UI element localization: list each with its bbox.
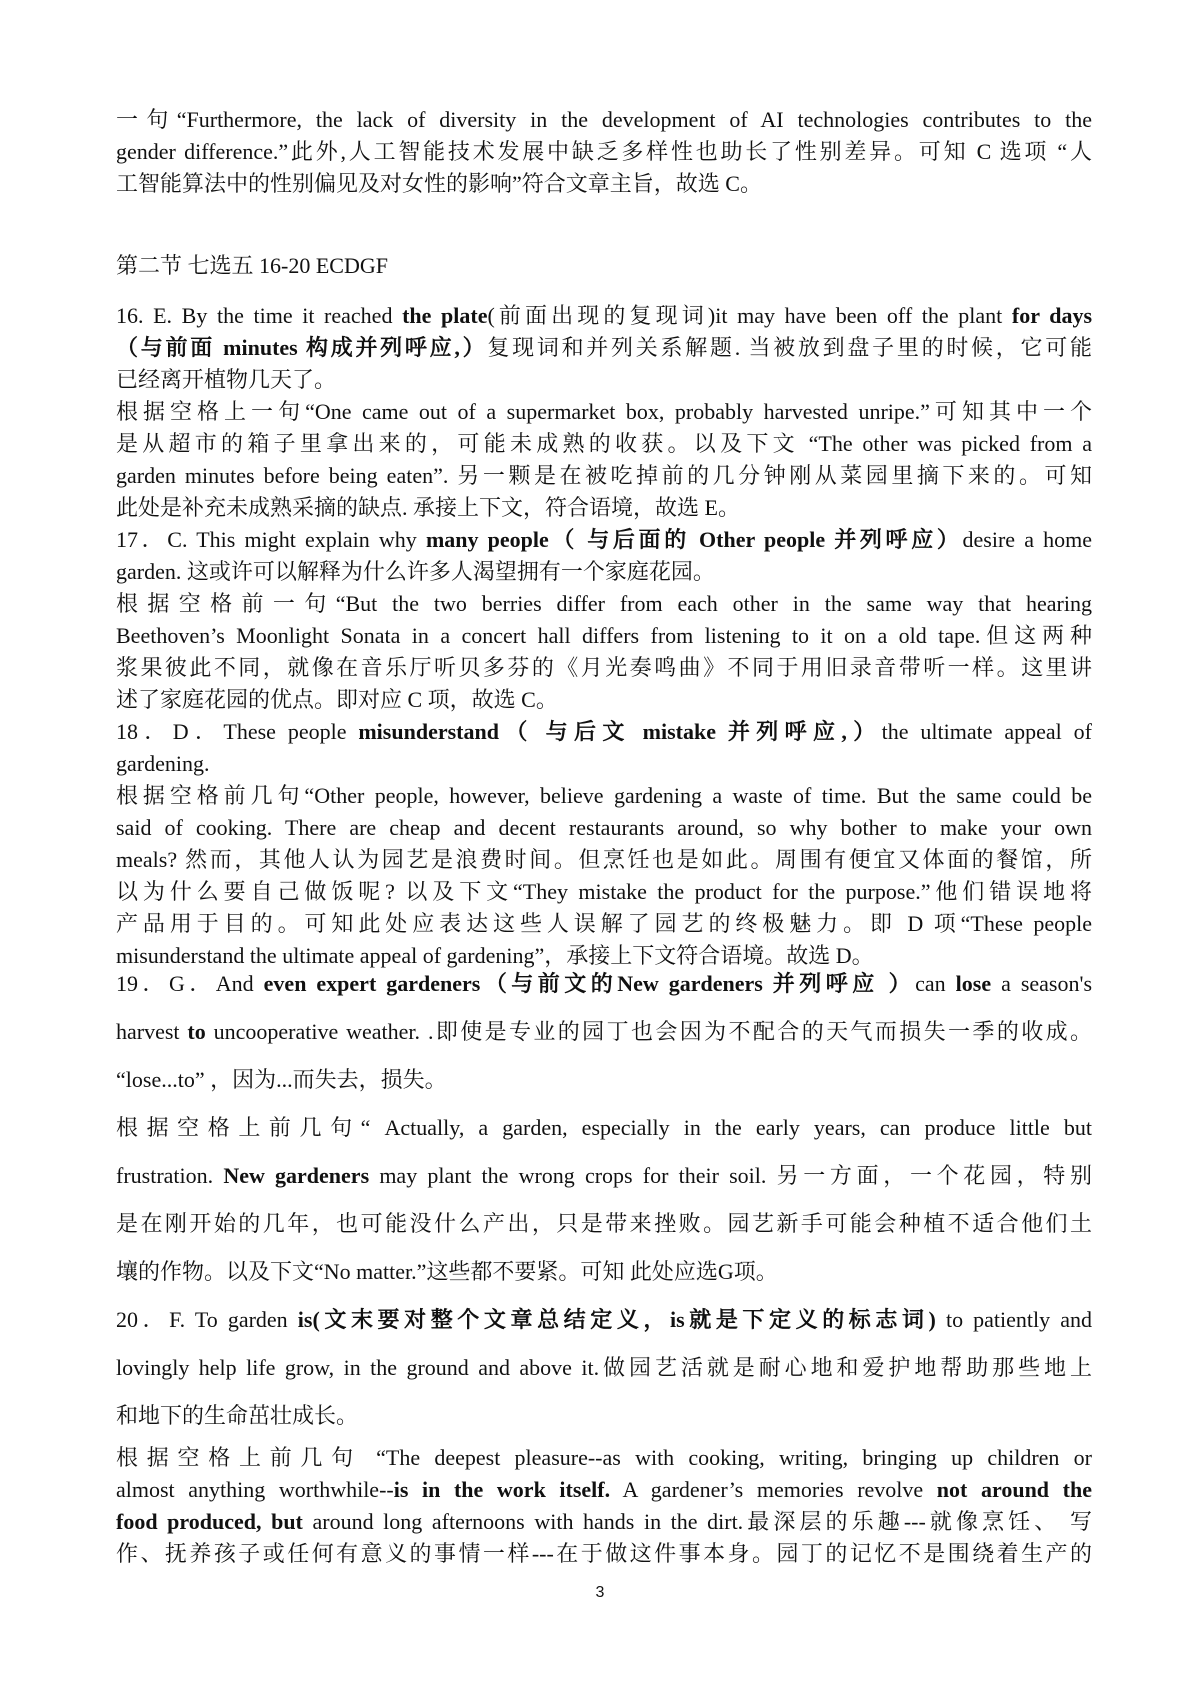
intro-paragraph: [116, 104, 1092, 200]
text: around long afternoons with hands in the dirt.最深层的乐趣---就像烹饪、 写: [302, 1509, 1092, 1534]
answer-19-line: 壤的作物。以及下文“No matter.”这些都不要紧。可知 此处应选G项。: [116, 1259, 778, 1284]
section-heading-text: 第二节 七选五 16-20 ECDGF: [116, 253, 388, 278]
text: a season's: [991, 971, 1092, 996]
answer-18-line: said of cooking. There are cheap and decent restaurants around, so why bother to make your own: [116, 815, 1092, 840]
answer-20-line: lovingly help life grow, in the ground and above it.做园艺活就是耐心地和爱护地帮助那些地上: [116, 1355, 1092, 1380]
text: may plant the wrong crops for their soil. 另一方面，一个花园，特别: [369, 1163, 1092, 1188]
key-phrase: lose: [955, 971, 992, 996]
answer-20-line: [116, 1506, 1092, 1538]
answer-19: [116, 960, 1092, 1296]
answer-18-line: 以为什么要自己做饭呢? 以及下文“They mistake the product for the purpose.”他们错误地将: [116, 879, 1092, 904]
text: frustration.: [116, 1163, 224, 1188]
answer-19-line: 是在刚开始的几年，也可能没什么产出，只是带来挫败。园艺新手可能会种植不适合他们土: [116, 1211, 1092, 1236]
answer-18-line: misunderstand the ultimate appeal of gardening”，承接上下文符合语境。故选 D。: [116, 943, 874, 968]
key-phrase: to: [187, 1019, 206, 1044]
answer-17: [116, 524, 1092, 716]
key-phrase: food produced, but: [116, 1509, 303, 1534]
answer-16-line: 此处是补充未成熟采摘的缺点. 承接上下文，符合语境，故选 E。: [116, 495, 740, 520]
answer-16-line: 是从超市的箱子里拿出来的，可能未成熟的收获。以及下文 “The other was picked from a: [116, 431, 1092, 456]
intro-line: gender difference.”此外,人工智能技术发展中缺乏多样性也助长了性别差异。可知 C 选项 “人: [116, 139, 1092, 164]
answer-17-line: 根据空格前一句“But the two berries differ from each other in the same way that hearing: [116, 591, 1092, 616]
key-phrase: even expert gardeners（与前文的New gardeners 并列呼应 ）: [263, 971, 916, 996]
answer-20: [116, 1296, 1092, 1440]
answer-16-line: [116, 300, 1092, 332]
answer-18: [116, 716, 1092, 972]
answer-17-line: 述了家庭花园的优点。即对应 C 项，故选 C。: [116, 687, 558, 712]
key-phrase: is in the work itself.: [393, 1477, 611, 1502]
answer-20-line: 和地下的生命茁壮成长。: [116, 1403, 359, 1428]
text: (前面出现的复现词)it may have been off the plant: [487, 303, 1012, 328]
answer-17-line: Beethoven’s Moonlight Sonata in a concert hall differs from listening to it on a old tape.但这两种: [116, 623, 1092, 648]
answer-20-line: [116, 1474, 1092, 1506]
text: 19．G．And: [116, 971, 264, 996]
text: can: [915, 971, 956, 996]
key-phrase: misunderstand（ 与后文 mistake 并列呼应,）: [358, 719, 882, 744]
answer-16: [116, 300, 1092, 524]
answer-19-line: “lose...to” ，因为...而失去，损失。: [116, 1067, 447, 1092]
key-phrase: not around the: [936, 1477, 1092, 1502]
key-phrase: for days: [1011, 303, 1092, 328]
answer-16-line: garden minutes before being eaten”. 另一颗是在被吃掉前的几分钟刚从菜园里摘下来的。可知: [116, 463, 1092, 488]
answer-18-line: gardening.: [116, 751, 210, 776]
key-phrase: many people（ 与后面的 Other people 并列呼应）: [425, 527, 963, 552]
text: 16. E. By the time it reached: [116, 303, 403, 328]
answer-16-line: [116, 332, 1092, 364]
answer-19-line: [116, 1152, 1092, 1200]
answer-17-line: [116, 524, 1092, 556]
answer-17-line: garden. 这或许可以解释为什么许多人渴望拥有一个家庭花园。: [116, 559, 715, 584]
answer-18-line: meals? 然而，其他人认为园艺是浪费时间。但烹饪也是如此。周围有便宜又体面的餐馆，所: [116, 847, 1092, 872]
text: almost anything worthwhile--: [116, 1477, 394, 1502]
text: 20．F. To garden: [116, 1307, 298, 1332]
answer-19-line: [116, 960, 1092, 1008]
page-number: 3: [595, 1584, 605, 1601]
answer-18-line: 产品用于目的。可知此处应表达这些人误解了园艺的终极魅力。即 D 项“These people: [116, 911, 1092, 936]
answer-20-line: [116, 1296, 1092, 1344]
key-phrase: New gardeners: [223, 1163, 370, 1188]
answer-17-line: 浆果彼此不同，就像在音乐厅听贝多芬的《月光奏鸣曲》不同于用旧录音带听一样。这里讲: [116, 655, 1092, 680]
text: 17．C. This might explain why: [116, 527, 426, 552]
text: 18．D．These people: [116, 719, 359, 744]
answer-20-line: 作、抚养孩子或任何有意义的事情一样---在于做这件事本身。园丁的记忆不是围绕着生产的: [116, 1541, 1092, 1566]
intro-line: 工智能算法中的性别偏见及对女性的影响”符合文章主旨，故选 C。: [116, 171, 762, 196]
answer-20-explanation: [116, 1442, 1092, 1570]
section-heading: [116, 250, 1092, 282]
text: desire a home: [962, 527, 1092, 552]
answer-16-line: 根据空格上一句“One came out of a supermarket box, probably harvested unripe.”可知其中一个: [116, 399, 1092, 424]
intro-line: 一句“Furthermore, the lack of diversity in the development of AI technologies contributes to the: [116, 107, 1092, 132]
answer-18-line: 根据空格前几句“Other people, however, believe gardening a waste of time. But the same could be: [116, 783, 1092, 808]
answer-19-line: [116, 1008, 1092, 1056]
key-phrase: is(文末要对整个文章总结定义，is就是下定义的标志词): [297, 1307, 936, 1332]
answer-16-line: 已经离开植物几天了。: [116, 367, 337, 392]
key-phrase: （与前面 minutes 构成并列呼应,）: [116, 335, 488, 360]
answer-20-line: 根据空格上前几句 “The deepest pleasure--as with cooking, writing, bringing up children or: [116, 1445, 1092, 1470]
answer-19-line: 根据空格上前几句“ Actually, a garden, especially in the early years, can produce little but: [116, 1115, 1092, 1140]
answer-18-line: [116, 716, 1092, 748]
text: 复现词和并列关系解题. 当被放到盘子里的时候，它可能: [487, 335, 1092, 360]
text: uncooperative weather. .即使是专业的园丁也会因为不配合的天气而损失一季的收成。: [205, 1019, 1092, 1044]
text: the ultimate appeal of: [881, 719, 1092, 744]
text: harvest: [116, 1019, 188, 1044]
text: A gardener’s memories revolve: [610, 1477, 937, 1502]
key-phrase: the plate: [402, 303, 488, 328]
text: to patiently and: [935, 1307, 1092, 1332]
